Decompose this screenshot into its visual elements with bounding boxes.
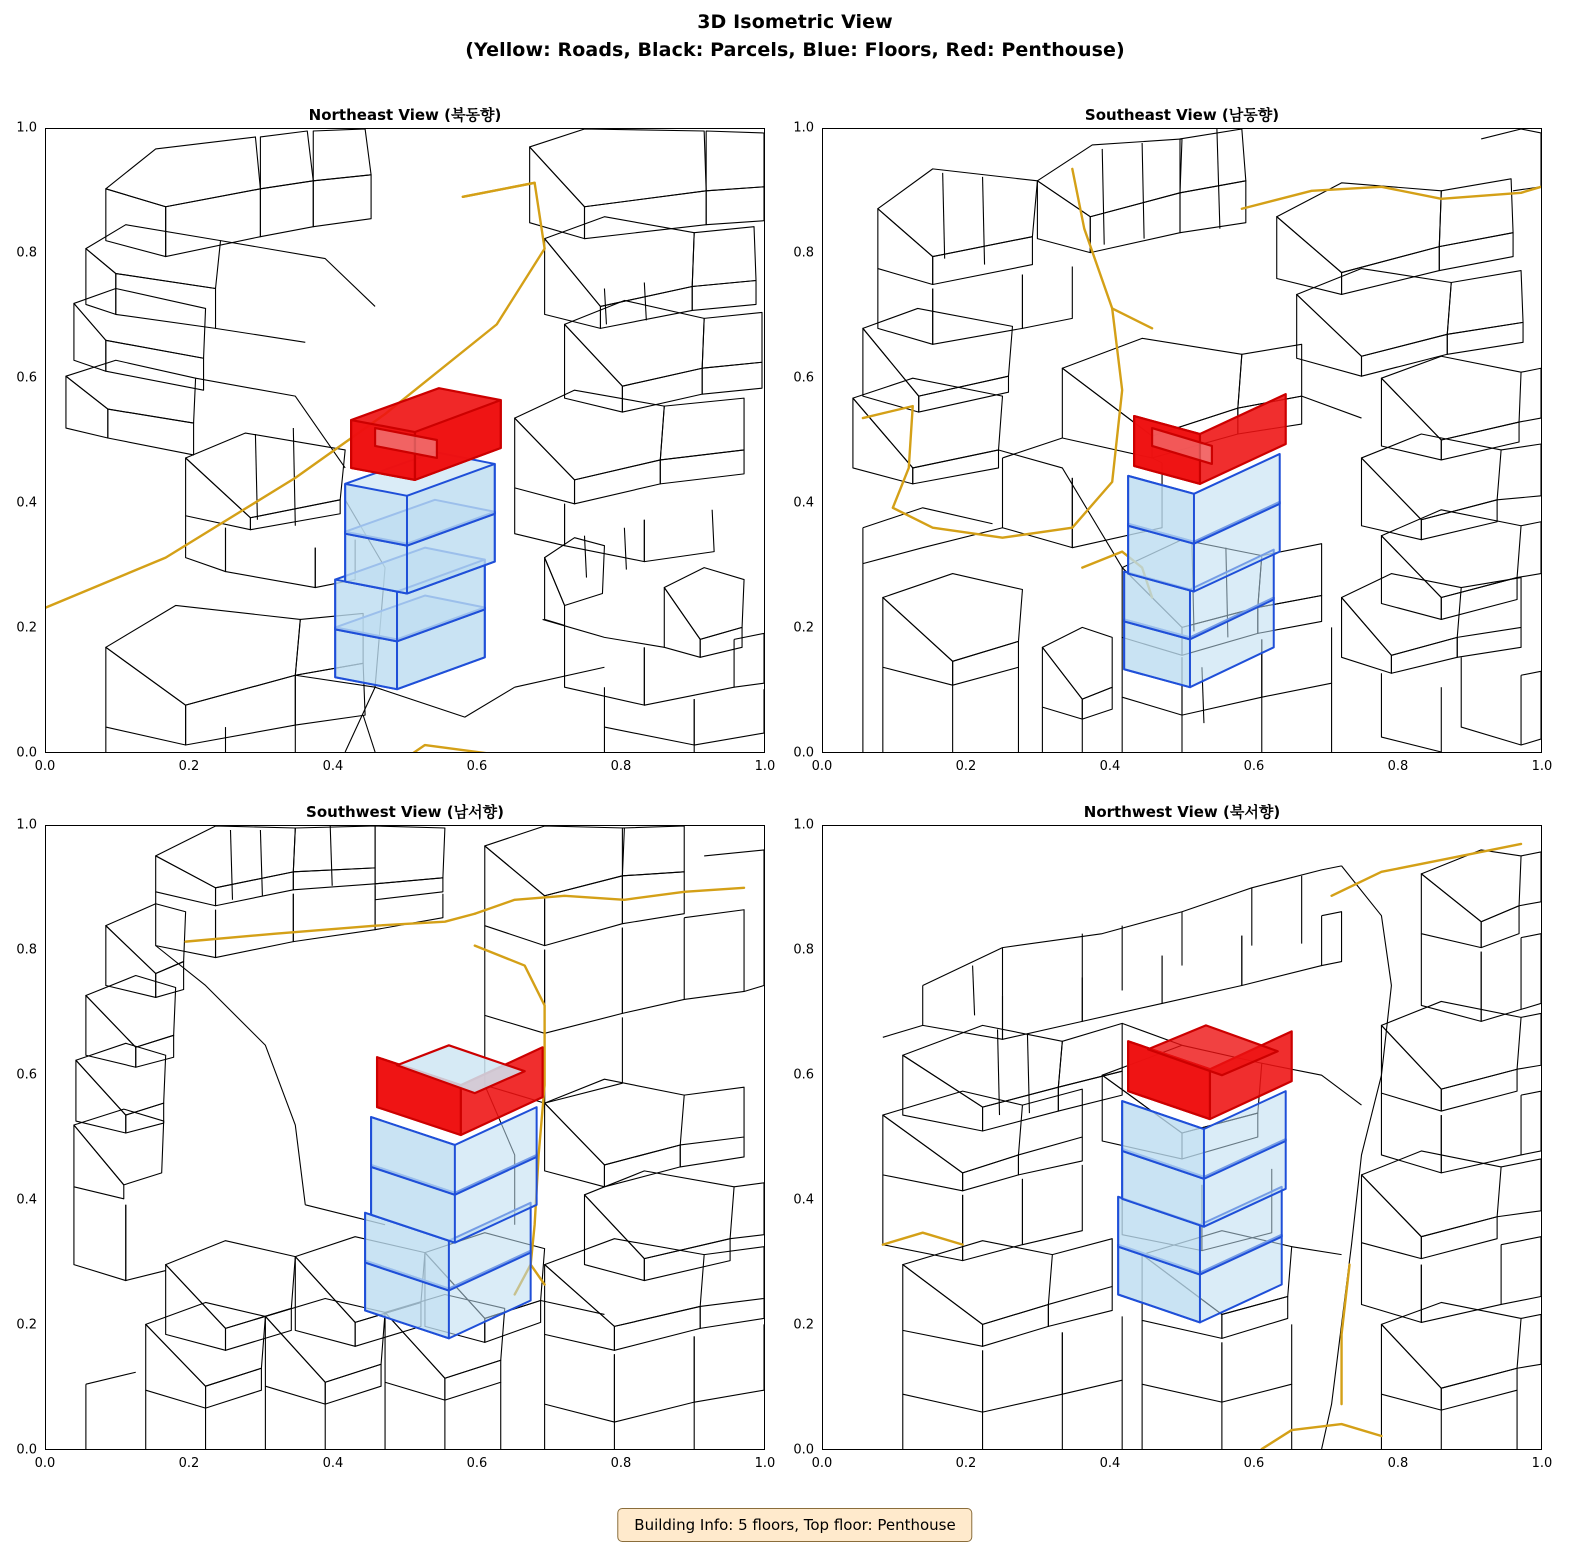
panel-northwest-ytick-4: 0.8 xyxy=(793,942,814,958)
panel-southeast-xtick-0: 0.0 xyxy=(811,759,833,774)
panel-southeast-ytick-3: 0.6 xyxy=(793,370,814,386)
panel-southwest-ytick-2: 0.4 xyxy=(16,1192,37,1208)
panel-southeast-xtick-2: 0.4 xyxy=(1099,759,1121,774)
panel-northwest-ytick-3: 0.6 xyxy=(793,1067,814,1083)
panel-northwest-xtick-1: 0.2 xyxy=(955,1456,977,1471)
panel-southeast-xtick-4: 0.8 xyxy=(1387,759,1409,774)
panel-southwest-title: Southwest View (남서향) xyxy=(306,803,504,821)
panel-northeast-ytick-5: 1.0 xyxy=(16,120,37,136)
panel-northeast xyxy=(16,106,776,774)
building-info-box: Building Info: 5 floors, Top floor: Penthouse xyxy=(617,1508,972,1542)
panel-northeast-xtick-1: 0.2 xyxy=(178,759,200,774)
panel-northeast-ytick-2: 0.4 xyxy=(16,495,37,511)
figure-title-line2: (Yellow: Roads, Black: Parcels, Blue: Floors, Red: Penthouse) xyxy=(465,39,1125,61)
panel-southwest-ytick-4: 0.8 xyxy=(16,942,37,958)
panel-southwest-xtick-3: 0.6 xyxy=(466,1456,488,1471)
panel-northeast-xtick-0: 0.0 xyxy=(34,759,56,774)
panel-southeast-xtick-3: 0.6 xyxy=(1243,759,1265,774)
panel-southwest xyxy=(16,803,776,1471)
panel-northwest-xtick-4: 0.8 xyxy=(1387,1456,1409,1471)
panel-southeast-xtick-1: 0.2 xyxy=(955,759,977,774)
panel-southwest-xtick-0: 0.0 xyxy=(34,1456,56,1471)
panel-southwest-ytick-0: 0.0 xyxy=(16,1442,37,1458)
panel-northeast-axes[interactable] xyxy=(45,128,765,753)
panel-southeast-xtick-5: 1.0 xyxy=(1531,759,1553,774)
panel-southeast-ytick-0: 0.0 xyxy=(793,745,814,761)
panel-southeast-axes[interactable] xyxy=(822,128,1542,753)
panel-southeast-title: Southeast View (남동향) xyxy=(1084,106,1280,124)
panel-northwest-ytick-2: 0.4 xyxy=(793,1192,814,1208)
panel-southeast xyxy=(793,106,1553,774)
panel-southeast-ytick-2: 0.4 xyxy=(793,495,814,511)
panel-southwest-ytick-5: 1.0 xyxy=(16,817,37,833)
panel-northwest-xtick-2: 0.4 xyxy=(1099,1456,1121,1471)
panel-southeast-ytick-1: 0.2 xyxy=(793,620,814,636)
panel-northwest-ytick-1: 0.2 xyxy=(793,1317,814,1333)
panel-northeast-xtick-2: 0.4 xyxy=(322,759,344,774)
panel-northwest xyxy=(793,803,1553,1471)
panel-southwest-xtick-4: 0.8 xyxy=(610,1456,632,1471)
panel-southwest-ytick-3: 0.6 xyxy=(16,1067,37,1083)
panel-northwest-xtick-0: 0.0 xyxy=(811,1456,833,1471)
panel-southwest-ytick-1: 0.2 xyxy=(16,1317,37,1333)
panel-northwest-xtick-5: 1.0 xyxy=(1531,1456,1553,1471)
panel-southwest-xtick-1: 0.2 xyxy=(178,1456,200,1471)
panel-northeast-ytick-1: 0.2 xyxy=(16,620,37,636)
panel-northwest-ytick-0: 0.0 xyxy=(793,1442,814,1458)
panel-southeast-ytick-4: 0.8 xyxy=(793,245,814,261)
panel-northeast-ytick-3: 0.6 xyxy=(16,370,37,386)
panel-northeast-xtick-5: 1.0 xyxy=(754,759,776,774)
panel-northeast-ytick-4: 0.8 xyxy=(16,245,37,261)
panel-northwest-axes[interactable] xyxy=(822,825,1542,1450)
panel-northeast-xtick-4: 0.8 xyxy=(610,759,632,774)
panel-northwest-xtick-3: 0.6 xyxy=(1243,1456,1265,1471)
panel-northeast-ytick-0: 0.0 xyxy=(16,745,37,761)
panel-northeast-title: Northeast View (북동향) xyxy=(308,106,502,124)
panel-northeast-xtick-3: 0.6 xyxy=(466,759,488,774)
panel-southwest-xtick-5: 1.0 xyxy=(754,1456,776,1471)
panel-southwest-xtick-2: 0.4 xyxy=(322,1456,344,1471)
figure-title xyxy=(0,8,1590,64)
panel-northwest-title: Northwest View (북서향) xyxy=(1083,803,1281,821)
panel-southwest-axes[interactable] xyxy=(45,825,765,1450)
panel-northwest-ytick-5: 1.0 xyxy=(793,817,814,833)
panel-southeast-ytick-5: 1.0 xyxy=(793,120,814,136)
figure-title-line1: 3D Isometric View xyxy=(697,11,893,33)
